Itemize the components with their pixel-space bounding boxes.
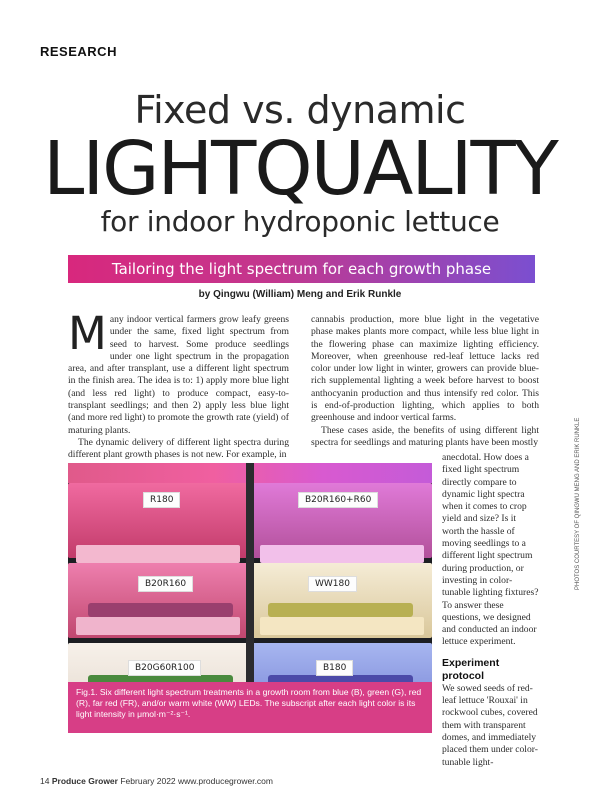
title-line-1: Fixed vs. dynamic <box>134 88 466 132</box>
website-url: www.producegrower.com <box>178 776 273 786</box>
treatment-label: WW180 <box>308 576 357 592</box>
treatment-label: B20G60R100 <box>128 660 201 676</box>
lettuce-plants <box>88 603 233 617</box>
paragraph-1-text: any indoor vertical farmers grow leafy greens under the same, fixed light spectrum from seed to harvest. Some produce seedlings under one light spectrum in the propagation area, and after transplant, use a different light spectrum in the finish area. The idea is to: 1) apply more blue light (and less red light) to produce compact, easy-to-transplant seedlings; and then 2) apply less blue light (and more red light) to promote the growth rate (yield) of maturing plants. <box>68 314 289 436</box>
magazine-name: Produce Grower <box>51 776 118 786</box>
figure-caption: Fig.1. Six different light spectrum treatments in a growth room from blue (B), green (G), red (R), far red (FR), and/or warm white (WW) LEDs. The subscript after each light color is its light intensity in μmol·m⁻²·s⁻¹. <box>68 682 432 733</box>
photo-credit: PHOTOS COURTESY OF QINGWU MENG AND ERIK RUNKLE <box>575 417 581 590</box>
paragraph-3: cannabis production, more blue light in the vegetative phase makes plants more compact, while less blue light in the flowering phase can maximize lighting efficiency. Moreover, when greenhouse red-leaf lettuce lacks red color under low light in winter, growers can provide blue-rich supplemental lighting a week before harvest to boost anthocyanin production and thus intensify red color. This is end-of-production lighting, which applies to both greenhouse and indoor vertical farms. <box>311 314 539 424</box>
treatment-label: B20R160+R60 <box>298 492 378 508</box>
body-column-right-narrow <box>442 452 539 769</box>
drop-cap: M <box>68 307 107 360</box>
tray <box>260 545 424 563</box>
treatment-label: B180 <box>316 660 353 676</box>
title-line-2: LIGHTQUALITY <box>43 126 557 212</box>
section-label: RESEARCH <box>40 44 117 59</box>
paragraph-1 <box>68 307 289 437</box>
experiment-heading: Experiment protocol <box>442 656 500 682</box>
lettuce-plants <box>268 603 413 617</box>
byline: by Qingwu (William) Meng and Erik Runkle <box>198 289 402 300</box>
tray <box>76 617 240 635</box>
treatment-label: B20R160 <box>138 576 193 592</box>
paragraph-6: We sowed seeds of red-leaf lettuce 'Rouxai' in rockwool cubes, covered them with transparent domes, and immediately placed them under color-tunable light- <box>442 682 538 768</box>
paragraph-5: anecdotal. How does a fixed light spectrum directly compare to dynamic light spectra when it comes to crop yield and size? Is it worth the hassle of moving seedlings to a different light spectrum during production, or investing in color-tunable lighting fixtures? To answer these questions, we designed and conducted an indoor lettuce experiment. <box>442 452 539 648</box>
tray <box>76 545 240 563</box>
body-column-right <box>311 314 539 449</box>
issue-date: February 2022 <box>120 776 176 786</box>
paragraph-2: The dynamic delivery of different light spectra during different plant growth phases is not new. For example, in <box>68 436 289 461</box>
page-number: 14 <box>40 776 50 786</box>
page-footer <box>40 776 273 786</box>
treatment-label: R180 <box>143 492 180 508</box>
body-column-left <box>68 307 289 462</box>
paragraph-4: These cases aside, the benefits of using different light spectra for seedlings and maturing plants have been mostly <box>311 424 539 448</box>
subtitle-banner: Tailoring the light spectrum for each growth phase <box>68 255 535 283</box>
tray <box>260 617 424 635</box>
title-line-3: for indoor hydroponic lettuce <box>100 205 500 238</box>
